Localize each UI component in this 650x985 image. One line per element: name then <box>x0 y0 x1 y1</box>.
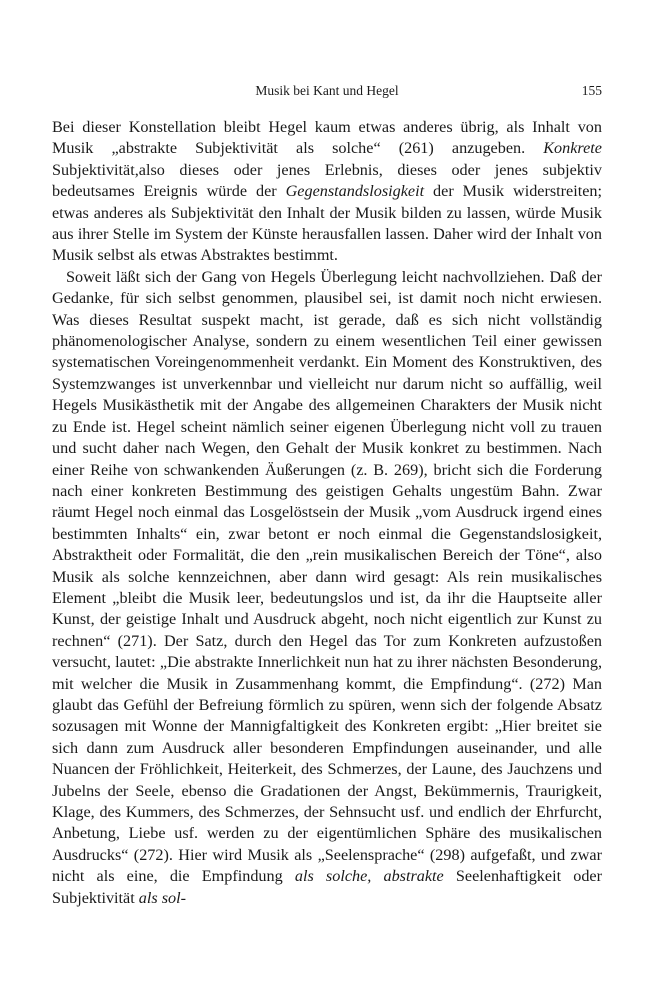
italic-segment: als solche, abstrakte <box>294 867 444 886</box>
paragraph-1 <box>52 117 602 267</box>
text-segment: Subjektivität,also dieses oder jenes Erlebnis, dieses oder jenes subjektiv bedeutsames Ereignis würde der <box>52 160 602 201</box>
paragraph-2 <box>52 267 602 909</box>
running-title: Musik bei Kant und Hegel <box>255 83 399 98</box>
body-text <box>52 117 602 909</box>
text-segment: Soweit läßt sich der Gang von Hegels Überlegung leicht nachvollziehen. Daß der Gedanke, für sich selbst genommen, plausibel sei, ist damit noch nicht erwiesen. Was dieses Resultat suspekt macht, ist gerade, daß es sich nicht vollständig phänomenologischer Analyse, sondern zu einem wesentlichen Teil einer gewissen systematischen Voreingenommenheit verdankt. Ein Moment des Konstruktiven, des Systemzwanges ist unverkennbar und vielleicht nur darum nicht so auffällig, weil Hegels Musikästhetik mit der Angabe des allgemeinen Charakters der Musik nicht zu Ende ist. Hegel scheint nämlich seiner eigenen Überlegung nicht voll zu trauen und sucht daher nach Wegen, den Gehalt der Musik konkret zu bestimmen. Nach einer Reihe von schwankenden Äußerungen (z. B. 269), bricht sich die Forderung nach einer konkreten Bestimmung des geistigen Gehalts ungestüm Bahn. Zwar räumt Hegel noch einmal das Losgelöstsein der Musik „vom Ausdruck irgend eines bestimmten Inhalts“ ein, zwar betont er noch einmal die Gegenstandslosigkeit, Abstraktheit oder Formalität, die den „rein musikalischen Bereich der Töne“, also Musik als solche kennzeichnen, aber dann wird gesagt: Als rein musikalisches Element „bleibt die Musik leer, bedeutungslos und ist, da ihr die Hauptseite aller Kunst, der geistige Inhalt und Ausdruck abgeht, noch nicht eigentlich zur Kunst zu rechnen“ (271). Der Satz, durch den Hegel das Tor zum Konkreten aufzustoßen versucht, lautet: „Die abstrakte Innerlichkeit nun hat zu ihrer nächsten Besonderung, mit welcher die Musik in Zusammenhang kommt, die Empfindung“. (272) Man glaubt das Gefühl der Befreiung förmlich zu spüren, wenn sich der folgende Absatz sozusagen mit Wonne der Mannigfaltigkeit des Konkreten ergibt: „Hier breitet sie sich dann zum Ausdruck aller besonderen Empfindungen auseinander, und alle Nuancen der Fröhlichkeit, Heiterkeit, des Schmerzes, der Laune, des Jauchzens und Jubelns der Seele, ebenso die Gradationen der Angst, Bekümmernis, Traurigkeit, Klage, des Kummers, des Schmerzes, der Sehnsucht usf. und endlich der Ehrfurcht, Anbetung, Liebe usf. werden zu der eigentümlichen Sphäre des musikalischen Ausdrucks“ (272). Hier wird Musik als „Seelensprache“ (298) aufgefaßt, und zwar nicht als eine, die Empfindung <box>52 267 602 886</box>
italic-segment: Gegenstandslosigkeit <box>285 182 425 201</box>
italic-segment: Konkrete <box>543 139 602 158</box>
text-segment: Bei dieser Konstellation bleibt Hegel kaum etwas anderes übrig, als Inhalt von Musik „abstrakte Subjektivität als solche“ (261) anzugeben. <box>52 118 602 158</box>
text-segment: Seelenhaftigkeit oder Subjektivität <box>52 867 602 907</box>
page-number: 155 <box>581 83 602 98</box>
running-head <box>52 80 602 102</box>
italic-segment: als sol- <box>138 888 187 907</box>
text-segment: der Musik widerstreiten; etwas anderes als Subjektivität den Inhalt der Musik bilden zu lassen, würde Musik aus ihrer Stelle im System der Künste herausfallen lassen. Daher wird der Inhalt von Musik selbst als etwas Abstraktes bestimmt. <box>52 182 603 265</box>
